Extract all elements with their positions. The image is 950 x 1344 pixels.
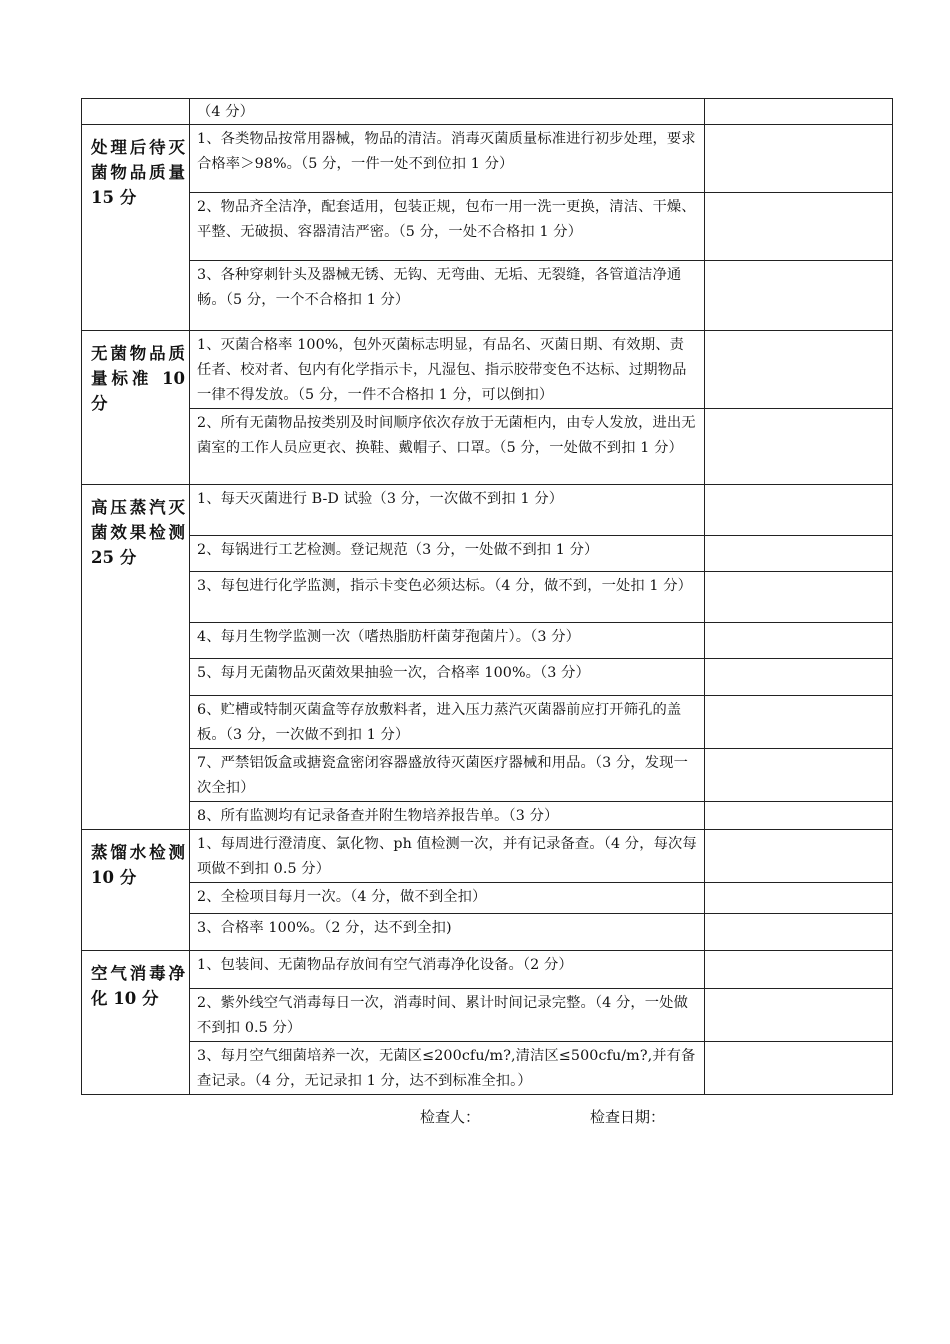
score-cell[interactable] [705,623,893,659]
table-row [82,193,893,261]
score-cell[interactable] [705,951,893,989]
section-title: 无菌物品质量标准 10 分 [82,331,190,485]
table-row [82,696,893,749]
score-cell[interactable] [705,193,893,261]
criteria-item: 2、紫外线空气消毒每日一次，消毒时间、累计时间记录完整。（4 分，一处做不到扣 0.5 分） [190,989,705,1042]
inspection-table [81,98,893,1095]
criteria-item: 1、各类物品按常用器械，物品的清洁。消毒灭菌质量标准进行初步处理，要求合格率＞98%。（5 分，一件一处不到位扣 1 分） [190,125,705,193]
criteria-item: 2、物品齐全洁净，配套适用，包装正规，包布一用一洗一更换，清洁、干燥、平整、无破损、容器清洁严密。（5 分，一处不合格扣 1 分） [190,193,705,261]
score-cell[interactable] [705,802,893,830]
table-row [82,1042,893,1095]
table-row [82,331,893,409]
table-row [82,409,893,485]
score-cell[interactable] [705,125,893,193]
score-cell[interactable] [705,914,893,951]
table-body [82,99,893,1095]
score-cell[interactable] [705,830,893,883]
section-title: 处理后待灭菌物品质量 15 分 [82,125,190,331]
criteria-item: 8、所有监测均有记录备查并附生物培养报告单。（3 分） [190,802,705,830]
score-cell[interactable] [705,659,893,696]
table-row [82,749,893,802]
table-row [82,989,893,1042]
criteria-item: 2、所有无菌物品按类别及时间顺序依次存放于无菌柜内，由专人发放，进出无菌室的工作人员应更衣、换鞋、戴帽子、口罩。（5 分，一处做不到扣 1 分） [190,409,705,485]
table-row [82,802,893,830]
inspection-date-label: 检查日期： [590,1108,666,1126]
score-cell[interactable] [705,409,893,485]
table-row [82,914,893,951]
criteria-item: 7、严禁铝饭盒或搪瓷盒密闭容器盛放待灭菌医疗器械和用品。（3 分，发现一次全扣） [190,749,705,802]
inspection-table-container [81,98,868,1095]
score-cell[interactable] [705,989,893,1042]
score-cell[interactable] [705,261,893,331]
score-cell[interactable] [705,485,893,536]
table-row [82,536,893,572]
criteria-item: 3、每月空气细菌培养一次，无菌区≤200cfu/m?,清洁区≤500cfu/m?,并有备查记录。（4 分，无记录扣 1 分，达不到标准全扣。） [190,1042,705,1095]
section-title: 高压蒸汽灭菌效果检测 25 分 [82,485,190,830]
table-row [82,951,893,989]
criteria-item: 2、每锅进行工艺检测。登记规范（3 分，一处做不到扣 1 分） [190,536,705,572]
table-row [82,485,893,536]
criteria-item: 1、每天灭菌进行 B-D 试验（3 分，一次做不到扣 1 分） [190,485,705,536]
score-cell[interactable] [705,572,893,623]
score-cell[interactable] [705,536,893,572]
table-row [82,125,893,193]
section-title: 空气消毒净化 10 分 [82,951,190,1095]
score-cell[interactable] [705,1042,893,1095]
criteria-item: 6、贮槽或特制灭菌盒等存放敷料者，进入压力蒸汽灭菌器前应打开筛孔的盖板。（3 分，一次做不到扣 1 分） [190,696,705,749]
score-cell[interactable] [705,749,893,802]
table-row [82,883,893,914]
criteria-item: 1、灭菌合格率 100%，包外灭菌标志明显，有品名、灭菌日期、有效期、责任者、校对者、包内有化学指示卡，凡湿包、指示胶带变色不达标、过期物品一律不得发放。（5 分，一件不合格扣 1 分，可以倒扣） [190,331,705,409]
table-row [82,99,893,125]
criteria-item: 3、合格率 100%。（2 分，达不到全扣) [190,914,705,951]
section-title [82,99,190,125]
table-row [82,572,893,623]
criteria-item: 1、每周进行澄清度、氯化物、ph 值检测一次，并有记录备查。（4 分，每次每项做不到扣 0.5 分） [190,830,705,883]
criteria-item: 4、每月生物学监测一次（嗜热脂肪杆菌芽孢菌片）。（3 分） [190,623,705,659]
criteria-item: 1、包装间、无菌物品存放间有空气消毒净化设备。（2 分） [190,951,705,989]
score-cell[interactable] [705,331,893,409]
criteria-item: 5、每月无菌物品灭菌效果抽验一次，合格率 100%。（3 分） [190,659,705,696]
criteria-item: 3、各种穿刺针头及器械无锈、无钩、无弯曲、无垢、无裂缝，各管道洁净通畅。（5 分，一个不合格扣 1 分） [190,261,705,331]
table-row [82,830,893,883]
score-cell[interactable] [705,99,893,125]
section-title: 蒸馏水检测 10 分 [82,830,190,951]
criteria-item: （4 分） [190,99,705,125]
table-row [82,623,893,659]
table-row [82,261,893,331]
criteria-item: 2、全检项目每月一次。（4 分，做不到全扣） [190,883,705,914]
score-cell[interactable] [705,883,893,914]
score-cell[interactable] [705,696,893,749]
criteria-item: 3、每包进行化学监测，指示卡变色必须达标。（4 分，做不到，一处扣 1 分） [190,572,705,623]
table-row [82,659,893,696]
inspector-label: 检查人： [420,1108,481,1126]
